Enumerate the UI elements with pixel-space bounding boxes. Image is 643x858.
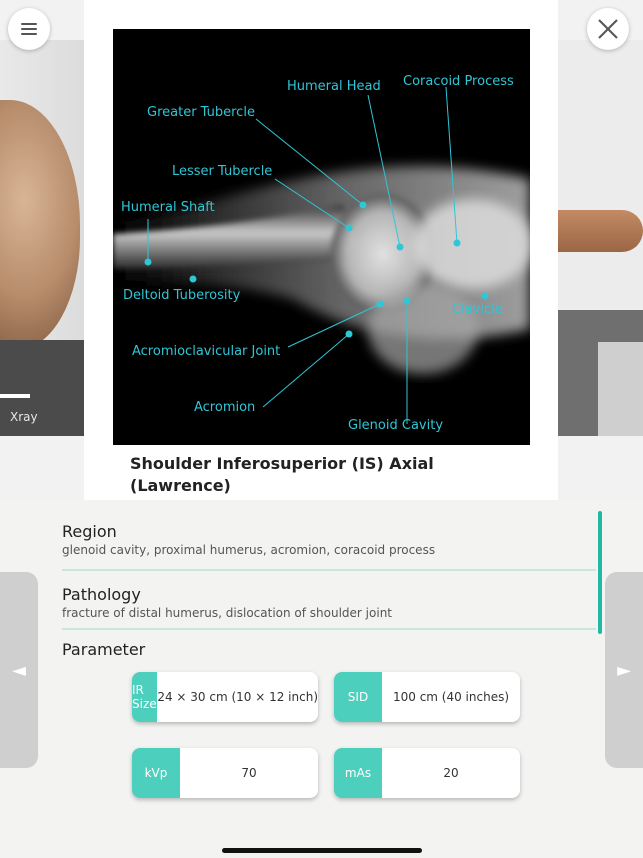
divider [62, 569, 596, 571]
label-lesser-tubercle: Lesser Tubercle [172, 164, 273, 179]
scroll-indicator[interactable] [598, 511, 602, 634]
param-value: 70 [241, 766, 257, 780]
param-ir-size [132, 672, 318, 722]
table-bar [0, 394, 30, 398]
patient-model-left [0, 40, 84, 436]
dot-ac-joint [377, 301, 384, 308]
menu-button[interactable] [8, 8, 50, 50]
chevron-left-icon: ◄ [12, 659, 26, 681]
region-text: glenoid cavity, proximal humerus, acromion, coracoid process [62, 543, 436, 557]
exam-table [0, 340, 84, 436]
region-heading: Region [62, 522, 117, 541]
label-deltoid-tuberosity: Deltoid Tuberosity [123, 288, 241, 303]
dot-deltoid-tuberosity [190, 276, 197, 283]
xray-svg [113, 29, 530, 445]
dot-greater-tubercle [360, 202, 367, 209]
dot-coracoid [454, 240, 461, 247]
patient-arm [558, 210, 643, 252]
param-value: 100 cm (40 inches) [392, 690, 510, 704]
chevron-right-icon: ► [617, 659, 631, 681]
dot-lesser-tubercle [346, 225, 353, 232]
divider [62, 628, 596, 630]
dot-humeral-shaft [145, 259, 152, 266]
home-indicator[interactable] [222, 848, 422, 853]
equipment-wall [558, 310, 643, 436]
label-coracoid-process: Coracoid Process [403, 74, 514, 89]
close-button[interactable] [587, 8, 629, 50]
xray-image [113, 29, 530, 445]
param-mas [334, 748, 520, 798]
param-sid [334, 672, 520, 722]
parameter-heading: Parameter [62, 640, 146, 659]
menu-icon [21, 23, 37, 35]
exam-title: Shoulder Inferosuperior (IS) Axial (Lawrence) [130, 454, 434, 495]
param-value: 20 [443, 766, 459, 780]
pathology-text: fracture of distal humerus, dislocation of shoulder joint [62, 606, 392, 620]
dot-glenoid [404, 298, 411, 305]
param-key: IR Size [132, 672, 157, 722]
label-glenoid-cavity: Glenoid Cavity [348, 418, 444, 433]
param-value: 24 × 30 cm (10 × 12 inch) [157, 690, 318, 704]
label-acromion: Acromion [194, 400, 256, 415]
close-icon [597, 18, 619, 40]
param-kvp [132, 748, 318, 798]
prev-button[interactable] [0, 572, 38, 768]
param-key: kVp [132, 748, 180, 798]
label-humeral-head: Humeral Head [287, 79, 381, 94]
pathology-section [62, 585, 596, 620]
next-button[interactable] [605, 572, 643, 768]
equipment-panel [598, 342, 643, 436]
region-section [62, 522, 596, 557]
xray-scene-label: Xray [10, 410, 38, 424]
dot-acromion [346, 331, 353, 338]
patient-body [0, 100, 80, 350]
label-clavicle: Clavicle [452, 302, 503, 317]
parameter-section [62, 640, 596, 661]
xray-card [84, 0, 558, 500]
label-humeral-shaft: Humeral Shaft [121, 200, 215, 215]
label-acromioclavicular-joint: Acromioclavicular Joint [132, 344, 281, 359]
dot-humeral-head [397, 244, 404, 251]
param-key: mAs [334, 748, 382, 798]
param-key: SID [334, 672, 382, 722]
dot-clavicle [482, 293, 489, 300]
pathology-heading: Pathology [62, 585, 141, 604]
patient-model-right [558, 40, 643, 436]
label-greater-tubercle: Greater Tubercle [147, 105, 255, 120]
